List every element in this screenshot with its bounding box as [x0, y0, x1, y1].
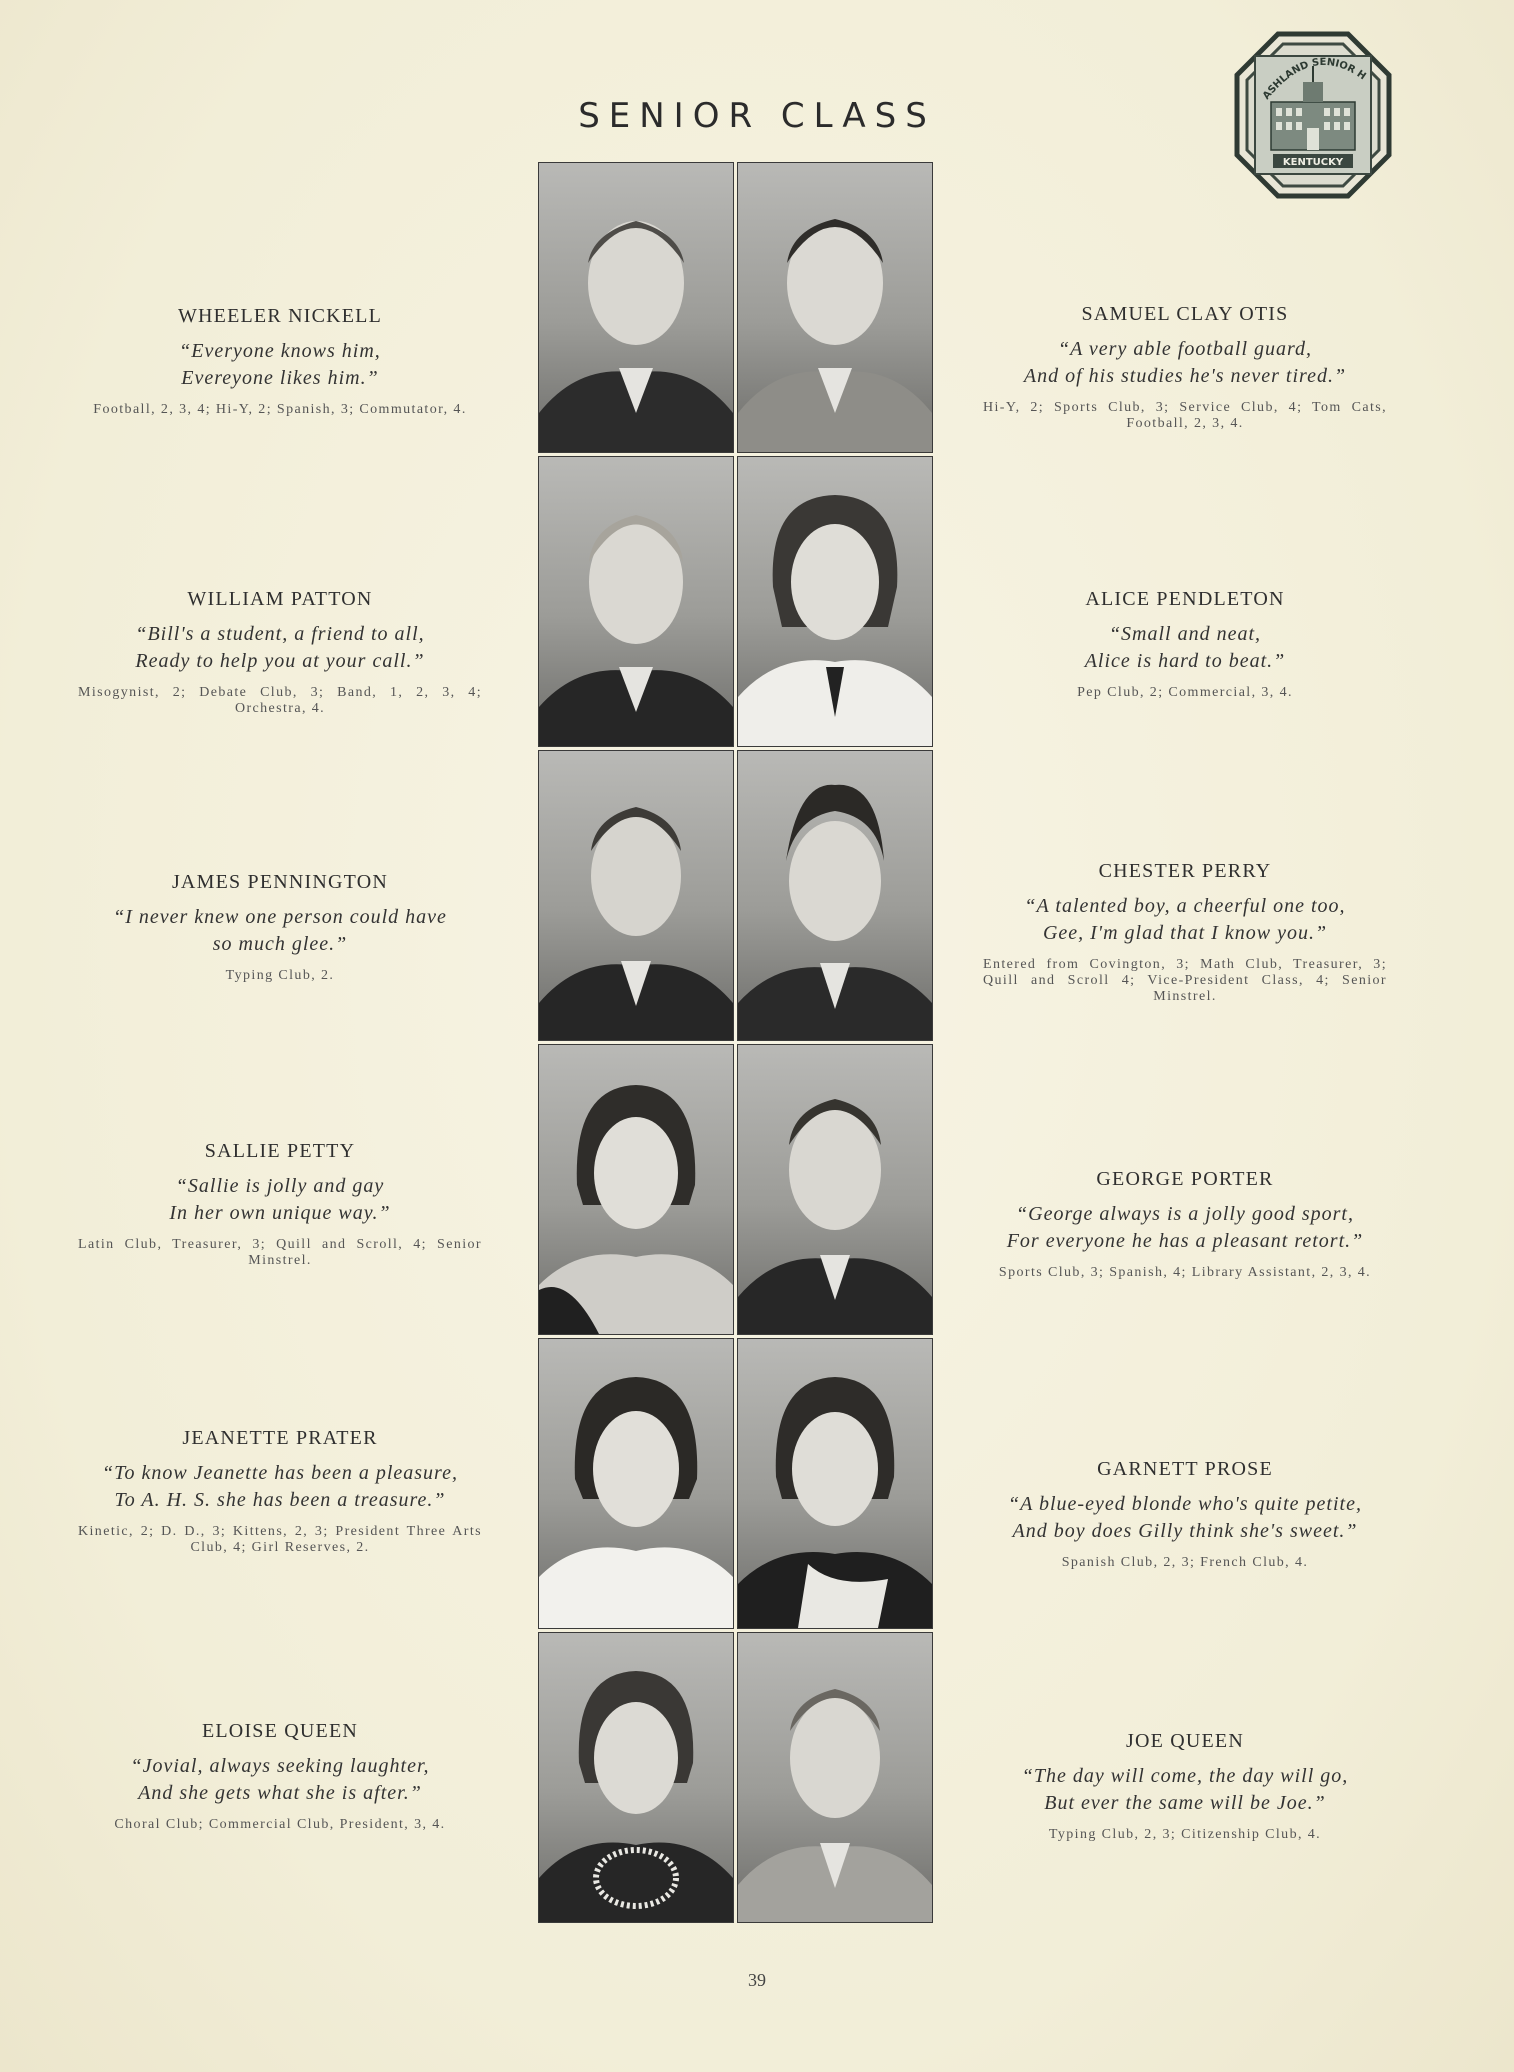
portrait-photo	[737, 1338, 933, 1629]
student-name: SALLIE PETTY	[204, 1140, 356, 1162]
student-quote: “Jovial, always seeking laughter, And she gets what she is after.”	[130, 1755, 430, 1804]
student-name: ELOISE QUEEN	[201, 1720, 359, 1742]
portrait-photo	[737, 1044, 933, 1335]
student-activities: Typing Club, 2, 3; Citizenship Club, 4.	[1048, 1827, 1322, 1842]
student-quote: “Small and neat, Alice is hard to beat.”	[1084, 623, 1286, 672]
student-name: ALICE PENDLETON	[1085, 588, 1285, 610]
student-quote: “Bill's a student, a friend to all, Ready to help you at your call.”	[135, 623, 425, 672]
student-quote: “Sallie is jolly and gay In her own unique way.”	[169, 1175, 391, 1224]
student-quote: “To know Jeanette has been a pleasure, To A. H. S. she has been a treasure.”	[102, 1462, 458, 1511]
senior-entry	[975, 1168, 1395, 1281]
senior-entry	[70, 1140, 490, 1269]
student-name: JAMES PENNINGTON	[171, 871, 389, 893]
senior-entry	[975, 1730, 1395, 1843]
school-seal-icon	[1233, 30, 1393, 200]
student-name: WHEELER NICKELL	[177, 305, 383, 327]
student-activities: Entered from Covington, 3; Math Club, Treasurer, 3; Quill and Scroll 4; Vice-President Class, 4; Senior Minstrel.	[983, 957, 1387, 1004]
senior-entry	[70, 588, 490, 717]
student-name: JOE QUEEN	[1125, 1730, 1244, 1752]
portrait-photo	[737, 162, 933, 453]
portrait-photo	[538, 1044, 734, 1335]
senior-entry	[975, 860, 1395, 1005]
student-quote: “A very able football guard, And of his studies he's never tired.”	[1023, 338, 1347, 387]
portrait-grid	[538, 162, 934, 1923]
portrait-photo	[538, 1338, 734, 1629]
portrait-photo	[538, 1632, 734, 1923]
student-name: JEANETTE PRATER	[182, 1427, 378, 1449]
seal-bottom-text: KENTUCKY	[1282, 157, 1344, 168]
student-name: WILLIAM PATTON	[187, 588, 373, 610]
portrait-photo	[538, 456, 734, 747]
student-activities: Football, 2, 3, 4; Hi-Y, 2; Spanish, 3; Commutator, 4.	[93, 402, 467, 417]
student-quote: “George always is a jolly good sport, For everyone he has a pleasant retort.”	[1006, 1203, 1364, 1252]
senior-entry	[70, 305, 490, 418]
portrait-photo	[538, 162, 734, 453]
student-name: CHESTER PERRY	[1098, 860, 1272, 882]
student-activities: Choral Club; Commercial Club, President, 3, 4.	[114, 1817, 446, 1832]
student-activities: Misogynist, 2; Debate Club, 3; Band, 1, 2, 3, 4; Orchestra, 4.	[78, 685, 482, 716]
student-activities: Kinetic, 2; D. D., 3; Kittens, 2, 3; President Three Arts Club, 4; Girl Reserves, 2.	[78, 1524, 482, 1555]
portrait-photo	[737, 1632, 933, 1923]
student-name: SAMUEL CLAY OTIS	[1081, 303, 1289, 325]
senior-entry	[70, 871, 490, 984]
page-title: SENIOR CLASS	[578, 96, 936, 136]
student-quote: “The day will come, the day will go, But ever the same will be Joe.”	[1021, 1765, 1349, 1814]
portrait-photo	[737, 456, 933, 747]
senior-entry	[975, 1458, 1395, 1571]
seal-top-text: ASHLAND SENIOR H	[1260, 56, 1368, 102]
senior-entry	[975, 303, 1395, 432]
student-quote: “Everyone knows him, Evereyone likes him.”	[179, 340, 381, 389]
student-name: GARNETT PROSE	[1097, 1458, 1273, 1480]
student-activities: Typing Club, 2.	[225, 968, 335, 983]
page-number: 39	[748, 1970, 766, 1990]
portrait-photo	[737, 750, 933, 1041]
senior-entry	[70, 1427, 490, 1556]
student-activities: Latin Club, Treasurer, 3; Quill and Scroll, 4; Senior Minstrel.	[78, 1237, 482, 1268]
student-activities: Hi-Y, 2; Sports Club, 3; Service Club, 4; Tom Cats, Football, 2, 3, 4.	[983, 400, 1387, 431]
portrait-photo	[538, 750, 734, 1041]
student-name: GEORGE PORTER	[1096, 1168, 1274, 1190]
student-quote: “A talented boy, a cheerful one too, Gee, I'm glad that I know you.”	[1024, 895, 1346, 944]
senior-entry	[70, 1720, 490, 1833]
student-activities: Sports Club, 3; Spanish, 4; Library Assistant, 2, 3, 4.	[998, 1265, 1372, 1280]
student-activities: Pep Club, 2; Commercial, 3, 4.	[1077, 685, 1293, 700]
student-quote: “A blue-eyed blonde who's quite petite, And boy does Gilly think she's sweet.”	[1008, 1493, 1362, 1542]
senior-entry	[975, 588, 1395, 701]
student-activities: Spanish Club, 2, 3; French Club, 4.	[1061, 1555, 1309, 1570]
student-quote: “I never knew one person could have so much glee.”	[113, 906, 447, 955]
